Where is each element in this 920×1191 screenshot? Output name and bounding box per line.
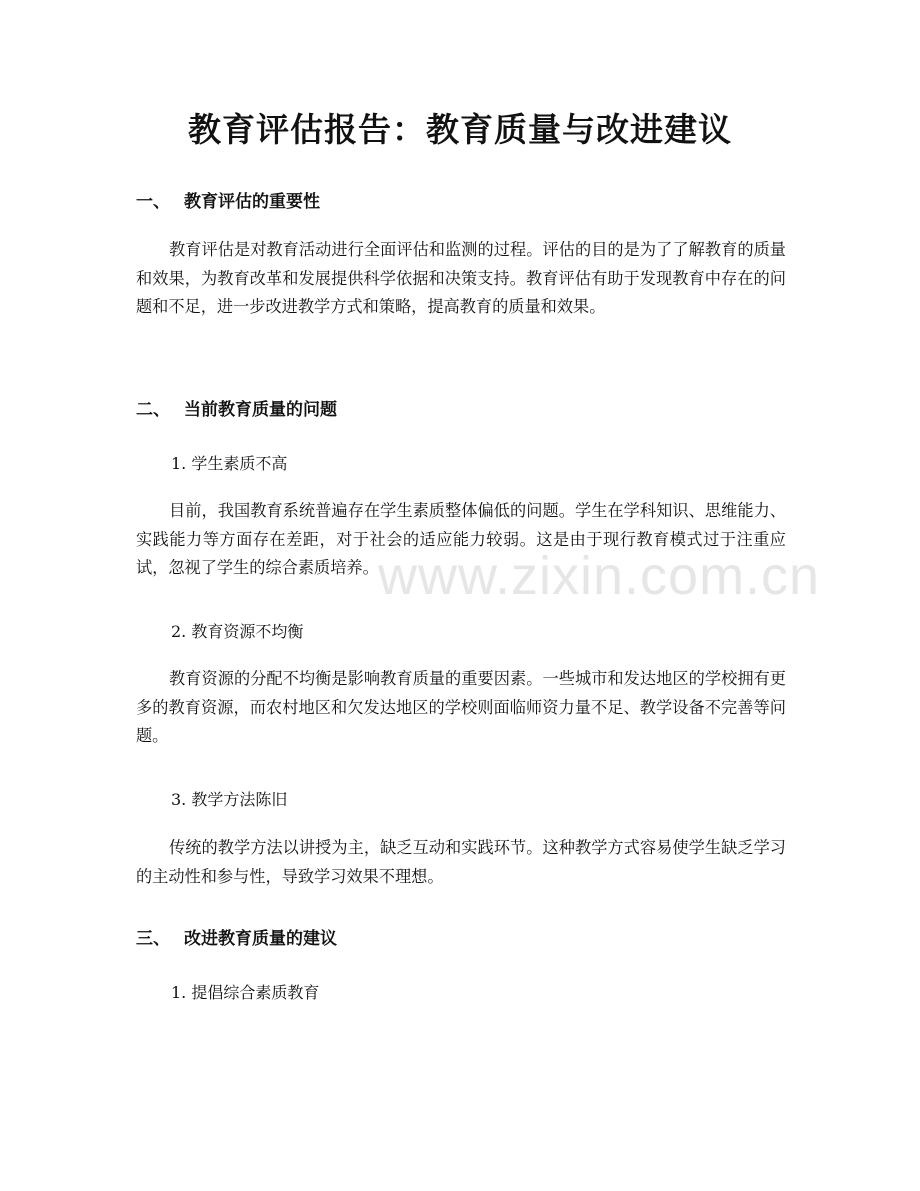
section-1-paragraph: 教育评估是对教育活动进行全面评估和监测的过程。评估的目的是为了了解教育的质量和效果，为教育改革和发展提供科学依据和决策支持。教育评估有助于发现教育中存在的问题和不足，进一步改进教学方式和策略，提高教育的质量和效果。 <box>136 240 786 316</box>
section-title: 改进教育质量的建议 <box>184 929 337 949</box>
section-heading-2 <box>136 398 337 422</box>
section-number: 一、 <box>136 192 170 212</box>
subheading-3-1: 1. 提倡综合素质教育 <box>171 983 320 1002</box>
subheading-2-3: 3. 教学方法陈旧 <box>171 790 288 809</box>
page-title: 教育评估报告：教育质量与改进建议 <box>188 110 732 149</box>
section-number: 二、 <box>136 400 170 420</box>
subsection-2-1-paragraph: 目前，我国教育系统普遍存在学生素质整体偏低的问题。学生在学科知识、思维能力、实践能力等方面存在差距，对于社会的适应能力较弱。这是由于现行教育模式过于注重应试，忽视了学生的综合素质培养。 <box>136 501 786 577</box>
subsection-2-3-paragraph: 传统的教学方法以讲授为主，缺乏互动和实践环节。这种教学方式容易使学生缺乏学习的主动性和参与性，导致学习效果不理想。 <box>136 838 786 886</box>
section-title: 当前教育质量的问题 <box>184 400 337 420</box>
section-heading-3 <box>136 927 337 951</box>
subsection-2-2-paragraph: 教育资源的分配不均衡是影响教育质量的重要因素。一些城市和发达地区的学校拥有更多的教育资源，而农村地区和欠发达地区的学校则面临师资力量不足、教学设备不完善等问题。 <box>136 669 786 745</box>
section-number: 三、 <box>136 929 170 949</box>
subheading-2-2: 2. 教育资源不均衡 <box>171 622 304 641</box>
section-heading-1 <box>136 190 320 214</box>
section-title: 教育评估的重要性 <box>184 192 320 212</box>
subheading-2-1: 1. 学生素质不高 <box>171 454 288 473</box>
watermark: www.zixin.com.cn <box>378 546 821 606</box>
